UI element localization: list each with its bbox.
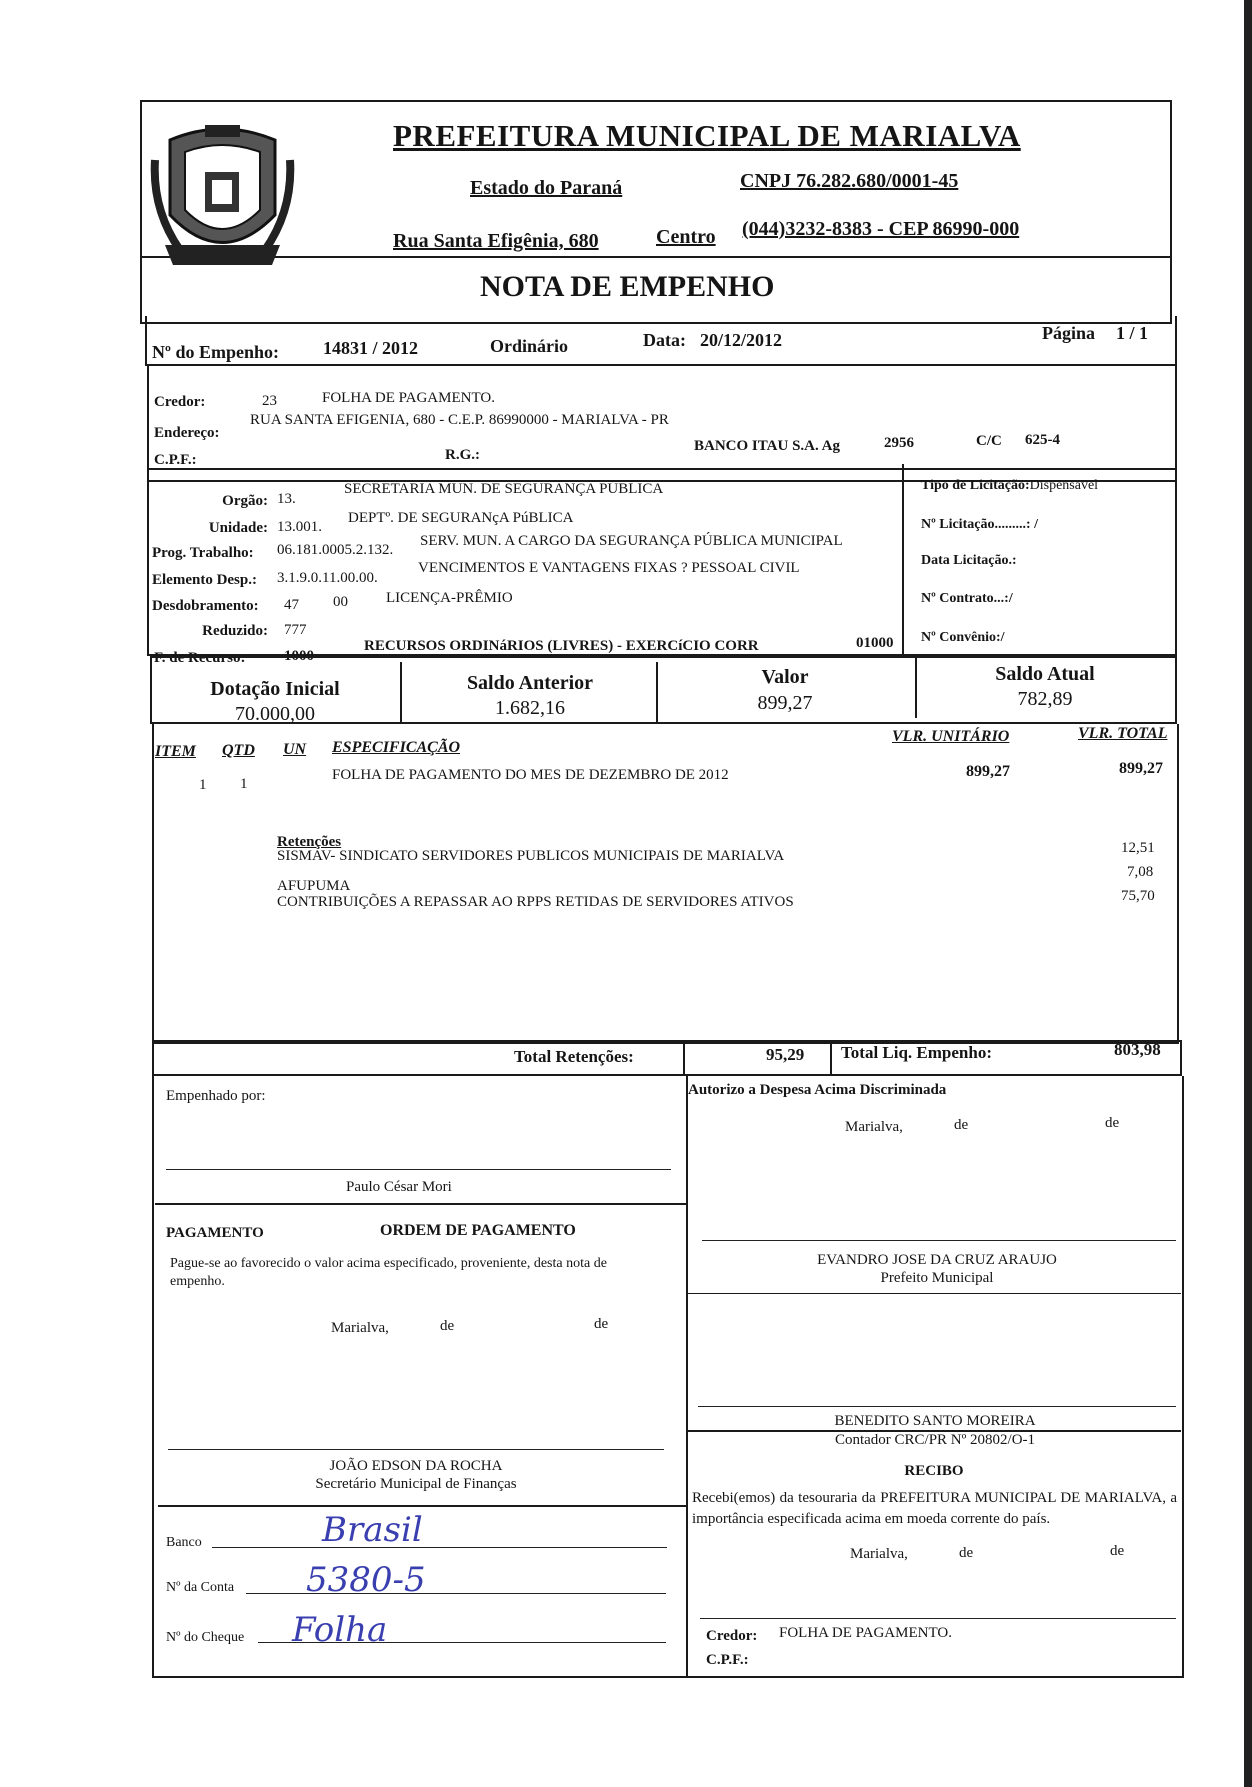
contador-name: BENEDITO SANTO MOREIRA [834,1413,1036,1429]
endereco-label: Endereço: [154,425,220,441]
recibo-credor-name: FOLHA DE PAGAMENTO. [779,1625,952,1641]
saldo-anterior-value: 1.682,16 [495,697,565,719]
elemento-code: 3.1.9.0.11.00.00. [277,570,378,586]
autorizo-city: Marialva, [845,1119,903,1135]
prefeito-cargo: Prefeito Municipal [880,1270,994,1286]
prog-name: SERV. MUN. A CARGO DA SEGURANÇA PÚBLICA MUNICIPAL [420,533,843,549]
street-label: Rua Santa Efigênia, 680 [393,230,599,252]
date-label: Data: [643,330,686,350]
recurso-number: 01000 [856,635,894,651]
cnpj-label: CNPJ 76.282.680/0001-45 [740,170,959,192]
item-spec: FOLHA DE PAGAMENTO DO MES DE DEZEMBRO DE 2012 [332,767,729,783]
col-unit-header: VLR. UNITÁRIO [892,728,1010,745]
empenho-number-label: Nº do Empenho: [152,342,279,362]
phone-cep-label: (044)3232-8383 - CEP 86990-000 [742,218,1020,240]
secretario-name: JOÃO EDSON DA ROCHA [329,1458,503,1474]
licitacao-number-label: Nº Licitação.........: / [921,517,1038,532]
total-retencoes-label: Total Retenções: [514,1047,634,1066]
licitacao-type-caption: Tipo de Licitação: [921,478,1030,493]
banco-label: Banco [166,1535,202,1550]
unidade-code: 13.001. [277,519,322,535]
conta-handwritten: 5380-5 [306,1560,426,1600]
orgao-code: 13. [277,491,296,507]
cheque-label: Nº do Cheque [166,1630,245,1645]
pagamento-city: Marialva, [331,1320,389,1336]
col-item-header: ITEM [155,743,196,760]
recurso-label: F. de Recurso: [154,650,246,666]
prog-label: Prog. Trabalho: [152,545,254,561]
item-unit-value: 899,27 [966,763,1010,780]
item-qty: 1 [240,776,248,792]
rg-label: R.G.: [445,447,480,463]
recibo-credor-label: Credor: [706,1628,758,1644]
convenio-label: Nº Convênio:/ [921,630,1005,645]
credor-label: Credor: [154,394,206,410]
saldo-atual-label: Saldo Atual [995,663,1095,685]
cc-value: 625-4 [1025,432,1060,448]
licitacao-type-value: Dispensavel [1029,478,1099,493]
retencao-desc: CONTRIBUIÇÕES A REPASSAR AO RPPS RETIDAS DE SERVIDORES ATIVOS [277,894,794,910]
date-value: 20/12/2012 [700,330,783,350]
recurso-code: 1000 [284,648,314,664]
dotacao-inicial-value: 70.000,00 [235,703,315,725]
recibo-label: RECIBO [904,1463,964,1479]
cheque-handwritten: Folha [292,1610,388,1650]
recibo-city: Marialva, [850,1546,908,1562]
empenho-number: 14831 / 2012 [323,338,419,358]
retencao-value: 12,51 [1121,840,1155,856]
totals-row [152,1040,1182,1076]
empenho-type: Ordinário [490,336,569,356]
autorizo-label: Autorizo a Despesa Acima Discriminada [688,1082,947,1098]
desdobramento-name: LICENÇA-PRÊMIO [386,590,513,606]
ordem-pagamento-label: ORDEM DE PAGAMENTO [380,1222,576,1239]
unidade-name: DEPTº. DE SEGURANçA PúBLICA [348,510,574,526]
prefeito-name: EVANDRO JOSE DA CRUZ ARAUJO [817,1252,1057,1268]
autorizo-de-2: de [1105,1115,1120,1131]
page-title: PREFEITURA MUNICIPAL DE MARIALVA [393,118,1021,153]
pague-text: Pague-se ao favorecido o valor acima especificado, proveniente, desta nota de empenho. [170,1256,607,1289]
endereco-value: RUA SANTA EFIGENIA, 680 - C.E.P. 86990000 - MARIALVA - PR [250,412,669,428]
cpf-label: C.P.F.: [154,452,197,468]
recibo-text: Recebi(emos) da tesouraria da PREFEITURA MUNICIPAL DE MARIALVA, a importância especificada acima em moeda corrente do país. [692,1490,1177,1527]
retencao-value: 75,70 [1121,888,1155,904]
coat-of-arms-emblem [150,120,295,280]
col-espec-header: ESPECIFICAÇÃO [332,739,461,756]
centro-label: Centro [656,226,716,248]
licitacao-type-label [921,478,1098,494]
cc-label: C/C [976,433,1002,449]
elemento-name: VENCIMENTOS E VANTAGENS FIXAS ? PESSOAL CIVIL [418,560,800,576]
conta-label: Nº da Conta [166,1580,235,1595]
retencao-desc: AFUPUMA [277,878,351,894]
dotacao-inicial-label: Dotação Inicial [210,678,340,700]
unidade-label: Unidade: [208,520,268,536]
retencao-desc: SISMAV- SINDICATO SERVIDORES PUBLICOS MUNICIPAIS DE MARIALVA [277,848,785,864]
orgao-name: SECRETARIA MUN. DE SEGURANÇA PÚBLICA [344,481,664,497]
contador-cargo: Contador CRC/PR Nº 20802/O-1 [834,1432,1036,1448]
bank-agency: 2956 [884,435,914,451]
elemento-label: Elemento Desp.: [152,572,257,588]
total-liquido-label: Total Liq. Empenho: [841,1043,992,1062]
document-title: NOTA DE EMPENHO [480,270,775,303]
prog-code: 06.181.0005.2.132. [277,542,394,558]
page-number: 1 / 1 [1116,323,1149,343]
reduzido-value: 777 [284,622,307,638]
empenhado-por-label: Empenhado por: [166,1088,266,1104]
item-total-value: 899,27 [1119,760,1163,777]
pagamento-label: PAGAMENTO [166,1225,264,1241]
col-un-header: UN [283,741,307,758]
valor-value: 899,27 [757,692,813,714]
contrato-label: Nº Contrato...:/ [921,591,1013,606]
reduzido-label: Reduzido: [202,623,268,639]
state-label: Estado do Paraná [470,177,623,199]
licitacao-date-label: Data Licitação.: [921,553,1017,568]
bank-name: BANCO ITAU S.A. Ag [694,438,840,454]
item-number: 1 [199,777,207,793]
banco-handwritten: Brasil [322,1510,423,1550]
empenhado-por-name: Paulo César Mori [346,1179,452,1195]
recibo-de-1: de [959,1545,974,1561]
pagamento-de-1: de [440,1318,455,1334]
saldo-atual-value: 782,89 [1017,688,1073,710]
autorizo-de-1: de [954,1117,969,1133]
pagamento-de-2: de [594,1316,609,1332]
valor-label: Valor [761,666,809,688]
retencao-value: 7,08 [1127,864,1154,880]
desdobramento-sub: 00 [333,594,348,610]
col-total-header: VLR. TOTAL [1078,725,1168,742]
col-qtd-header: QTD [222,742,255,759]
page-label: Página [1042,323,1096,343]
desdobramento-label: Desdobramento: [152,598,259,614]
total-retencoes-value: 95,29 [766,1045,805,1064]
credor-code: 23 [262,393,277,409]
desdobramento-code: 47 [284,597,299,613]
retencoes-title: Retenções [277,834,342,850]
recibo-de-2: de [1110,1543,1125,1559]
total-liquido-value: 803,98 [1114,1040,1161,1059]
orgao-label: Orgão: [222,493,268,509]
secretario-cargo: Secretário Municipal de Finanças [315,1476,517,1492]
saldo-anterior-label: Saldo Anterior [466,672,594,694]
scan-edge [1244,0,1252,1787]
recibo-cpf-label: C.P.F.: [706,1652,749,1668]
credor-name: FOLHA DE PAGAMENTO. [322,390,495,406]
recurso-name: RECURSOS ORDINáRIOS (LIVRES) - EXERCíCIO CORR [364,638,759,654]
